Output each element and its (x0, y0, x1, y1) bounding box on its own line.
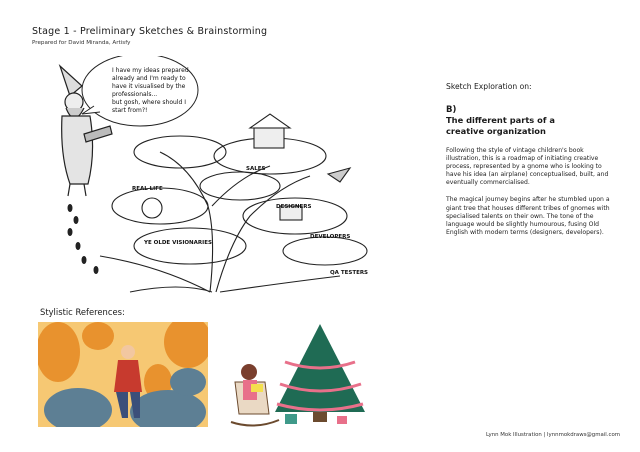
section-title (446, 115, 616, 136)
label-ye-olde-visionaries: YE OLDE VISIONARIES (144, 240, 212, 246)
description-paragraph-2: The magical journey begins after he stumbled upon a giant tree that houses different tribes of gnomes with specialised talents on their own. The tone of the language would be slightly humourous, fusing Old English with modern terms (designers, developers). (446, 196, 610, 236)
description-panel (446, 82, 616, 246)
label-real-life: REAL LIFE (132, 186, 163, 192)
bubble-line-4: professionals... (112, 91, 158, 98)
label-qa-testers: QA TESTERS (330, 270, 369, 276)
bubble-line-5: but gosh, where should I (112, 99, 186, 106)
reference-image-autumn (38, 322, 208, 427)
giant-tree (100, 114, 367, 292)
description-paragraph-1: Following the style of vintage children's book illustration, this is a roadmap of initiating creative process, represented by a gnome who is looking to have his idea (an airplane) conceptualised, built, and eventually commercialised. (446, 147, 609, 187)
bubble-line-2: already and I'm ready to (112, 75, 186, 82)
footprints (68, 204, 99, 274)
speech-bubble (82, 56, 198, 126)
label-developers: DEVELOPERS (310, 234, 351, 240)
label-designers: DESIGNERS (276, 204, 312, 210)
section-letter: B) (446, 105, 457, 115)
bubble-line-1: I have my ideas prepared (112, 67, 189, 74)
page-title: Stage 1 - Preliminary Sketches & Brainstorming (32, 26, 268, 37)
label-sales: SALES (246, 166, 266, 172)
page-subtitle: Prepared for David Miranda, Artisfy (32, 40, 131, 46)
reference-image-christmas (225, 322, 380, 427)
section-title-line-1: The different parts of a (446, 115, 555, 125)
tree-sketch-illustration (40, 56, 400, 296)
section-title-line-2: creative organization (446, 125, 546, 136)
stylistic-references-heading: Stylistic References: (40, 307, 125, 317)
exploration-heading: Sketch Exploration on: (446, 82, 532, 91)
bubble-line-3: have it visualised by the (112, 83, 186, 90)
bubble-line-6: start from?! (112, 107, 148, 114)
footer-credit: Lynn Mok Illustration | lynnmokdraws@gmail.com (486, 432, 620, 438)
